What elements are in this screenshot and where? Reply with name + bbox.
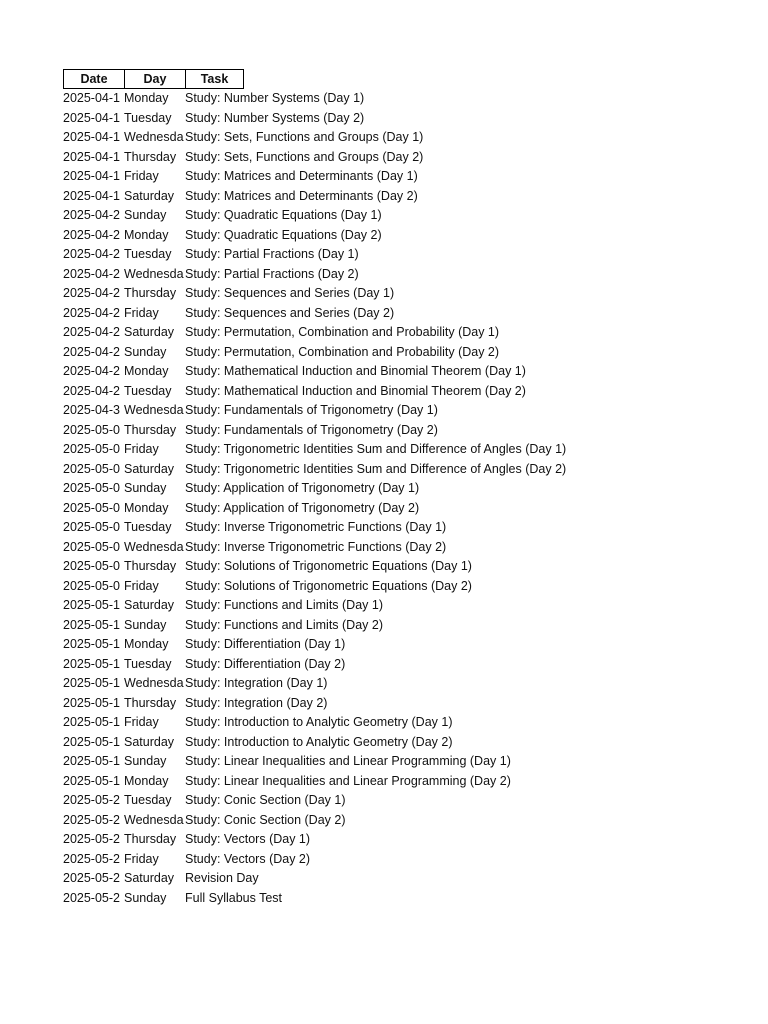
table-row (63, 499, 566, 519)
table-row (63, 89, 566, 109)
table-row (63, 148, 566, 168)
table-row (63, 869, 566, 889)
date-cell: 2025-04-2 (63, 247, 120, 261)
table-row (63, 655, 566, 675)
day-cell: Sunday (124, 754, 167, 768)
date-cell: 2025-04-1 (63, 110, 120, 125)
date-cell: 2025-05-2 (63, 793, 120, 807)
table-row (63, 128, 566, 148)
task-cell: Study: Linear Inequalities and Linear Programming (Day 2) (185, 773, 511, 788)
day-cell: Monday (124, 637, 169, 651)
task-cell: Study: Number Systems (Day 1) (185, 91, 365, 105)
date-cell: 2025-05-0 (63, 481, 120, 495)
task-cell: Full Syllabus Test (185, 890, 283, 905)
task-cell: Study: Integration (Day 2) (185, 695, 328, 710)
table-row (63, 323, 566, 343)
table-row (63, 226, 566, 246)
table-row (63, 557, 566, 577)
task-cell: Study: Quadratic Equations (Day 1) (185, 208, 382, 222)
day-cell: Saturday (124, 871, 175, 885)
task-cell: Study: Fundamentals of Trigonometry (Day 2) (185, 422, 438, 437)
table-row (63, 421, 566, 441)
table-row (63, 830, 566, 850)
task-cell: Study: Inverse Trigonometric Functions (Day 2) (185, 539, 447, 554)
day-cell: Monday (124, 364, 169, 378)
day-cell: Wednesda (124, 130, 184, 144)
date-cell: 2025-04-1 (63, 169, 120, 183)
date-cell: 2025-05-1 (63, 637, 120, 651)
table-row (63, 538, 566, 558)
day-cell: Thursday (124, 695, 177, 710)
date-cell: 2025-04-2 (63, 266, 120, 281)
task-cell: Study: Vectors (Day 2) (185, 851, 311, 866)
task-cell: Study: Permutation, Combination and Probability (Day 2) (185, 344, 500, 359)
day-cell: Friday (124, 578, 159, 593)
table-row (63, 187, 566, 207)
task-cell: Study: Introduction to Analytic Geometry (Day 2) (185, 734, 453, 749)
date-cell: 2025-05-1 (63, 617, 120, 632)
table-row (63, 850, 566, 870)
day-cell: Wednesda (124, 812, 184, 827)
day-cell: Sunday (124, 481, 167, 495)
date-cell: 2025-04-1 (63, 91, 120, 105)
task-cell: Study: Differentiation (Day 2) (185, 656, 346, 671)
task-cell: Study: Conic Section (Day 2) (185, 812, 346, 827)
date-cell: 2025-04-2 (63, 286, 120, 300)
date-cell: 2025-05-1 (63, 676, 120, 690)
task-cell: Study: Sequences and Series (Day 1) (185, 286, 395, 300)
date-cell: 2025-05-2 (63, 871, 120, 885)
table-body (63, 89, 566, 908)
table-row (63, 577, 566, 597)
date-cell: 2025-04-2 (63, 344, 120, 359)
task-cell: Study: Introduction to Analytic Geometry (Day 1) (185, 715, 453, 729)
task-cell: Study: Permutation, Combination and Probability (Day 1) (185, 325, 500, 339)
task-cell: Study: Mathematical Induction and Binomial Theorem (Day 2) (185, 383, 526, 398)
task-cell: Study: Functions and Limits (Day 2) (185, 617, 383, 632)
date-cell: 2025-05-0 (63, 500, 120, 515)
table-row (63, 811, 566, 831)
day-cell: Monday (124, 91, 169, 105)
task-cell: Study: Number Systems (Day 2) (185, 110, 365, 125)
table-row (63, 382, 566, 402)
day-cell: Wednesda (124, 539, 184, 554)
date-cell: 2025-04-1 (63, 130, 120, 144)
table-row (63, 440, 566, 460)
day-cell: Saturday (124, 734, 175, 749)
task-cell: Study: Quadratic Equations (Day 2) (185, 227, 382, 242)
day-cell: Wednesda (124, 403, 184, 417)
date-cell: 2025-04-3 (63, 403, 120, 417)
day-cell: Friday (124, 442, 159, 456)
date-cell: 2025-04-2 (63, 364, 120, 378)
date-cell: 2025-05-0 (63, 442, 120, 456)
date-cell: 2025-04-2 (63, 305, 120, 320)
task-cell: Study: Partial Fractions (Day 2) (185, 266, 359, 281)
table-row (63, 733, 566, 753)
table-row (63, 167, 566, 187)
task-cell: Study: Matrices and Determinants (Day 2) (185, 188, 418, 203)
task-cell: Study: Conic Section (Day 1) (185, 793, 346, 807)
date-cell: 2025-05-2 (63, 851, 120, 866)
date-cell: 2025-05-0 (63, 422, 120, 437)
table-row (63, 284, 566, 304)
day-cell: Monday (124, 773, 169, 788)
table-row (63, 206, 566, 226)
day-cell: Tuesday (124, 520, 172, 534)
schedule-table (63, 69, 566, 908)
day-cell: Tuesday (124, 793, 172, 807)
day-cell: Sunday (124, 208, 167, 222)
task-cell: Study: Differentiation (Day 1) (185, 637, 346, 651)
header-task: Task (200, 72, 229, 86)
task-cell: Study: Sets, Functions and Groups (Day 1) (185, 130, 424, 144)
day-cell: Wednesda (124, 266, 184, 281)
table-row (63, 635, 566, 655)
task-cell: Revision Day (185, 871, 259, 885)
date-cell: 2025-05-0 (63, 578, 120, 593)
header-date: Date (64, 70, 125, 88)
task-cell: Study: Partial Fractions (Day 1) (185, 247, 359, 261)
task-cell: Study: Trigonometric Identities Sum and Difference of Angles (Day 2) (185, 461, 567, 476)
date-cell: 2025-05-1 (63, 773, 120, 788)
table-row (63, 596, 566, 616)
task-cell: Study: Integration (Day 1) (185, 676, 328, 690)
day-cell: Monday (124, 500, 169, 515)
day-cell: Saturday (124, 325, 175, 339)
table-row (63, 674, 566, 694)
table-row (63, 616, 566, 636)
day-cell: Thursday (124, 422, 177, 437)
day-cell: Thursday (124, 286, 177, 300)
day-cell: Sunday (124, 617, 167, 632)
date-cell: 2025-05-2 (63, 890, 120, 905)
date-cell: 2025-04-1 (63, 188, 120, 203)
task-cell: Study: Fundamentals of Trigonometry (Day 1) (185, 403, 438, 417)
table-row (63, 362, 566, 382)
date-cell: 2025-04-2 (63, 325, 120, 339)
day-cell: Friday (124, 169, 159, 183)
date-cell: 2025-05-0 (63, 461, 120, 476)
day-cell: Sunday (124, 344, 167, 359)
table-row (63, 791, 566, 811)
task-cell: Study: Mathematical Induction and Binomial Theorem (Day 1) (185, 364, 526, 378)
table-row (63, 304, 566, 324)
task-cell: Study: Sequences and Series (Day 2) (185, 305, 395, 320)
day-cell: Friday (124, 305, 159, 320)
date-cell: 2025-05-0 (63, 559, 120, 573)
day-cell: Tuesday (124, 383, 172, 398)
table-row (63, 401, 566, 421)
table-row (63, 265, 566, 285)
date-cell: 2025-05-1 (63, 695, 120, 710)
table-row (63, 772, 566, 792)
table-row (63, 694, 566, 714)
date-cell: 2025-05-1 (63, 734, 120, 749)
day-cell: Friday (124, 851, 159, 866)
task-cell: Study: Trigonometric Identities Sum and Difference of Angles (Day 1) (185, 442, 567, 456)
task-cell: Study: Solutions of Trigonometric Equations (Day 2) (185, 578, 472, 593)
day-cell: Saturday (124, 461, 175, 476)
table-row (63, 109, 566, 129)
date-cell: 2025-04-2 (63, 208, 120, 222)
date-cell: 2025-05-0 (63, 539, 120, 554)
date-cell: 2025-05-1 (63, 598, 120, 612)
date-cell: 2025-05-1 (63, 715, 120, 729)
task-cell: Study: Application of Trigonometry (Day 1) (185, 481, 420, 495)
task-cell: Study: Application of Trigonometry (Day 2) (185, 500, 420, 515)
task-cell: Study: Vectors (Day 1) (185, 832, 311, 846)
table-row (63, 518, 566, 538)
day-cell: Tuesday (124, 656, 172, 671)
task-cell: Study: Solutions of Trigonometric Equations (Day 1) (185, 559, 472, 573)
header-day: Day (125, 70, 186, 88)
task-cell: Study: Linear Inequalities and Linear Programming (Day 1) (185, 754, 511, 768)
date-cell: 2025-04-1 (63, 149, 120, 164)
task-cell: Study: Sets, Functions and Groups (Day 2) (185, 149, 424, 164)
table-header (63, 69, 244, 89)
date-cell: 2025-05-2 (63, 832, 120, 846)
table-row (63, 245, 566, 265)
day-cell: Tuesday (124, 110, 172, 125)
day-cell: Thursday (124, 559, 177, 573)
date-cell: 2025-05-2 (63, 812, 120, 827)
table-row (63, 889, 566, 909)
day-cell: Sunday (124, 890, 167, 905)
table-row (63, 713, 566, 733)
day-cell: Monday (124, 227, 169, 242)
task-cell: Study: Inverse Trigonometric Functions (Day 1) (185, 520, 447, 534)
table-row (63, 752, 566, 772)
day-cell: Saturday (124, 598, 175, 612)
date-cell: 2025-05-0 (63, 520, 120, 534)
day-cell: Thursday (124, 149, 177, 164)
day-cell: Saturday (124, 188, 175, 203)
task-cell: Study: Functions and Limits (Day 1) (185, 598, 383, 612)
day-cell: Tuesday (124, 247, 172, 261)
table-row (63, 460, 566, 480)
day-cell: Friday (124, 715, 159, 729)
date-cell: 2025-05-1 (63, 754, 120, 768)
date-cell: 2025-05-1 (63, 656, 120, 671)
date-cell: 2025-04-2 (63, 227, 120, 242)
table-row (63, 479, 566, 499)
task-cell: Study: Matrices and Determinants (Day 1) (185, 169, 418, 183)
day-cell: Thursday (124, 832, 177, 846)
date-cell: 2025-04-2 (63, 383, 120, 398)
table-row (63, 343, 566, 363)
day-cell: Wednesda (124, 676, 184, 690)
